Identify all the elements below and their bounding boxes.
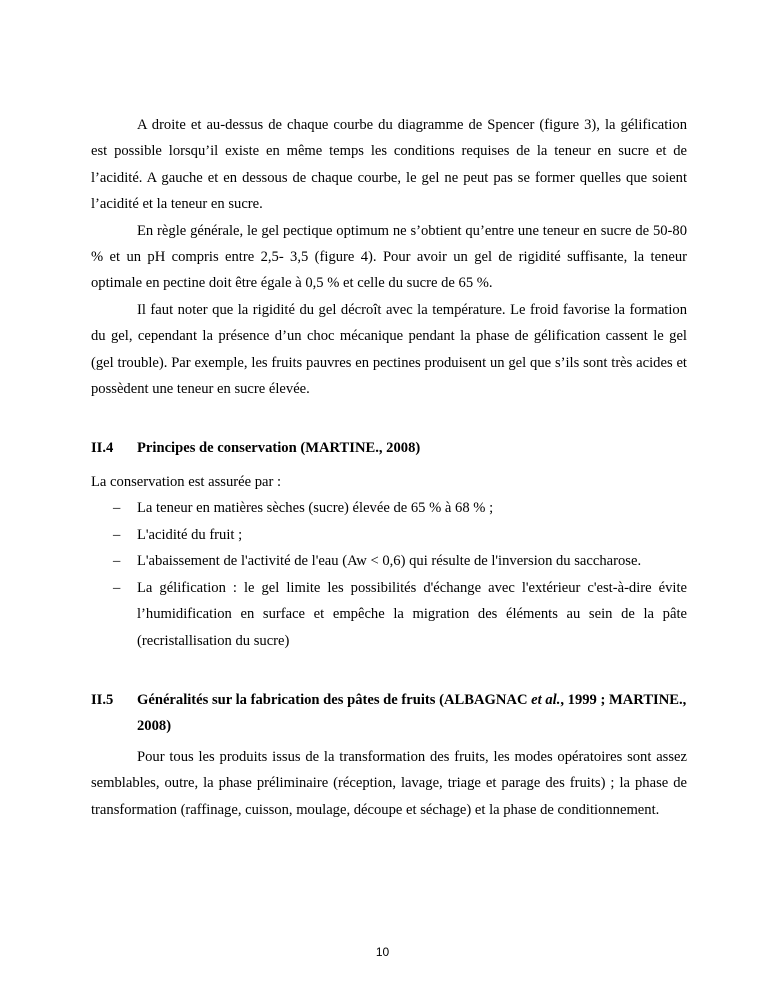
- list-item: [91, 495, 687, 521]
- section-number: II.5: [91, 691, 114, 708]
- section-title-italic: et al.: [531, 691, 561, 708]
- section-number: II.4: [91, 440, 114, 457]
- list-item-text: L'acidité du fruit ;: [137, 526, 243, 543]
- page-content: [91, 112, 687, 823]
- dash-bullet: –: [113, 579, 121, 596]
- list-item-text: L'abaissement de l'activité de l'eau (Aw < 0,6) qui résulte de l'inversion du saccharose.: [137, 553, 642, 570]
- list-item: [91, 548, 687, 574]
- section-heading-ii4: [91, 435, 687, 461]
- dash-bullet: –: [113, 553, 121, 570]
- paragraph-modes-operatoires: Pour tous les produits issus de la transformation des fruits, les modes opératoires sont assez semblables, outre, la phase préliminaire (réception, lavage, triage et parage des fruits) ; la phase de transformation (raffinage, cuisson, moulage, découpe et séchage) et la phase de conditionnement.: [91, 748, 687, 818]
- list-item: [91, 575, 687, 654]
- dash-bullet: –: [113, 526, 121, 543]
- paragraph-gel-optimum: En règle générale, le gel pectique optimum ne s’obtient qu’entre une teneur en sucre de 50-80 % et un pH compris entre 2,5- 3,5 (figure 4). Pour avoir un gel de rigidité suffisante, la teneur optimale en pectine doit être égale à 0,5 % et celle du sucre de 65 %.: [91, 222, 687, 292]
- section-title: Principes de conservation (MARTINE., 2008): [137, 440, 421, 457]
- list-item-text: La teneur en matières sèches (sucre) élevée de 65 % à 68 % ;: [137, 500, 494, 517]
- section-title: [137, 687, 687, 739]
- conservation-intro: La conservation est assurée par :: [91, 474, 282, 491]
- conservation-list: [91, 495, 687, 653]
- section-title-part1: Généralités sur la fabrication des pâtes de fruits (ALBAGNAC: [137, 691, 532, 708]
- paragraph-spencer: A droite et au-dessus de chaque courbe du diagramme de Spencer (figure 3), la gélification est possible lorsqu’il existe en même temps les conditions requises de la teneur en sucre et de l’acidité. A gauche et en dessous de chaque courbe, le gel ne peut pas se former quelles que soient l’acidité et la teneur en sucre.: [91, 117, 687, 213]
- section-heading-ii5: [91, 687, 687, 739]
- list-item: [91, 522, 687, 548]
- list-item-text: La gélification : le gel limite les possibilités d'échange avec l'extérieur c'est-à-dire évite l’humidification en surface et empêche la migration des éléments au sein de la pâte (recristallisation du sucre): [137, 579, 687, 649]
- dash-bullet: –: [113, 500, 121, 517]
- section-title-part2: , 1999 ; MARTINE., 2008): [137, 691, 687, 734]
- paragraph-rigidite: Il faut noter que la rigidité du gel décroît avec la température. Le froid favorise la formation du gel, cependant la présence d’un choc mécanique pendant la phase de gélification cassent le gel (gel trouble). Par exemple, les fruits pauvres en pectines produisent un gel que s’ils sont très acides et possèdent une teneur en sucre élevée.: [91, 301, 687, 398]
- page-number: 10: [375, 945, 390, 959]
